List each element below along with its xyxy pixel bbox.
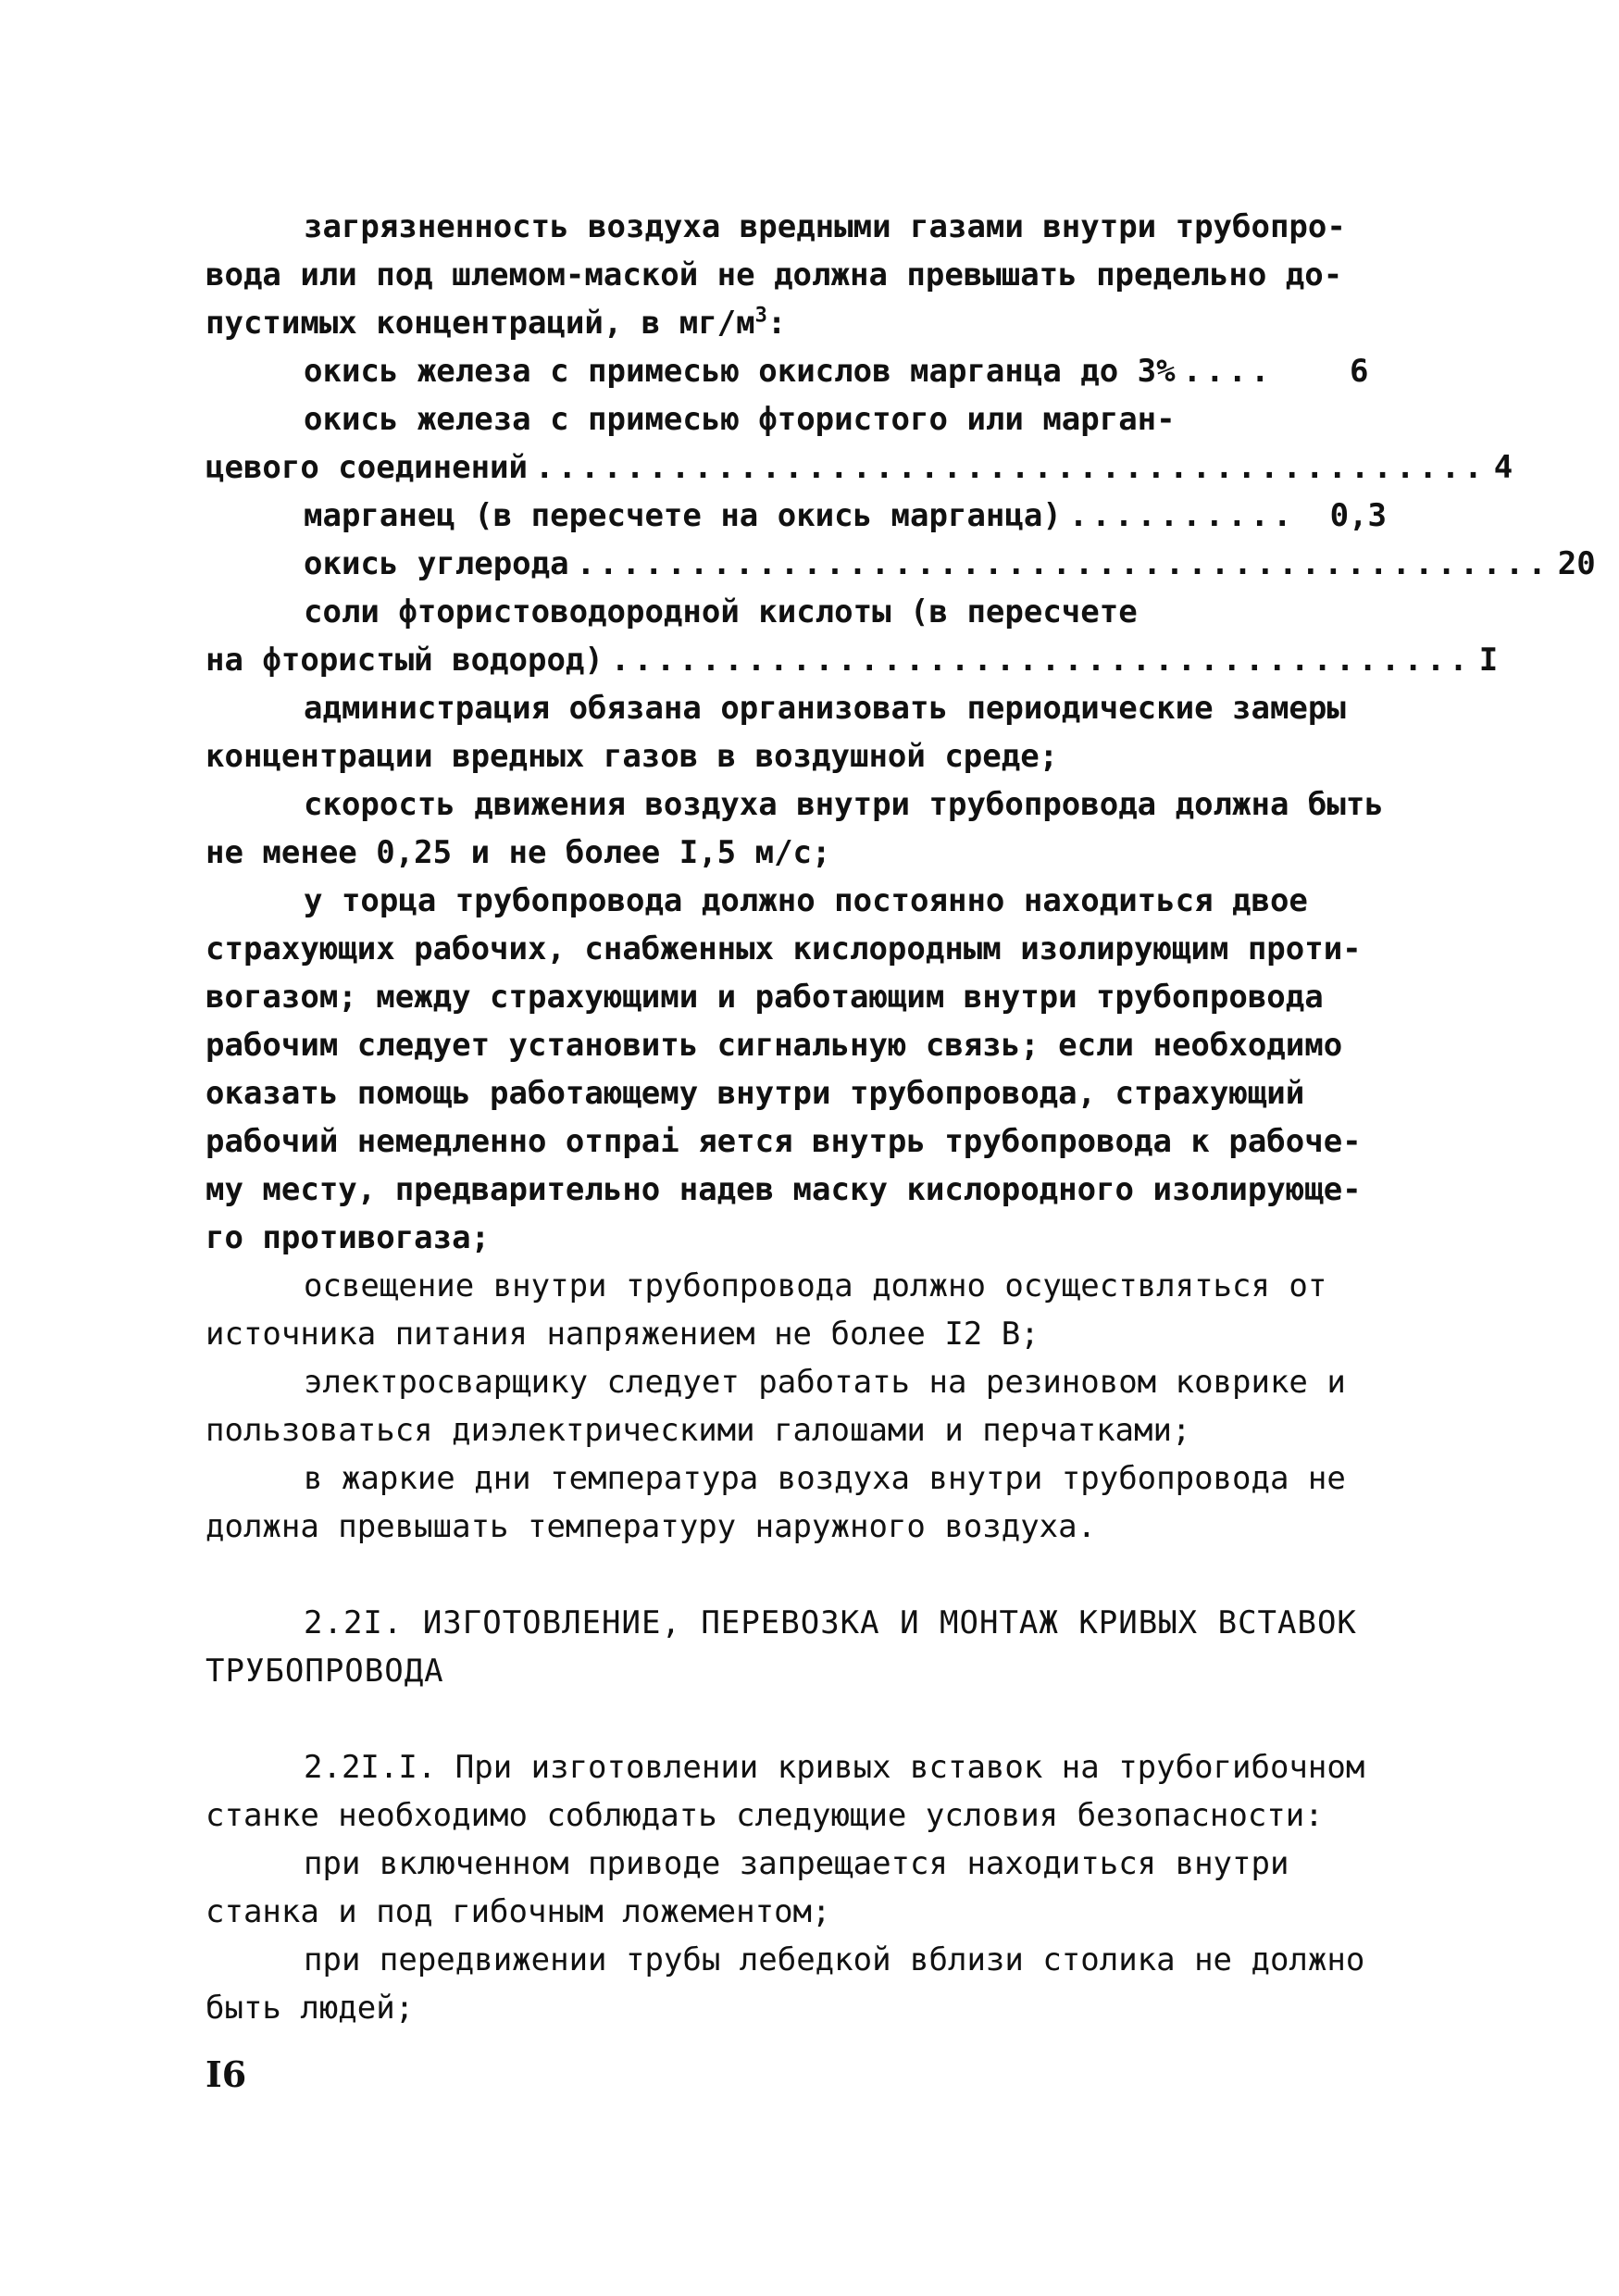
leader-dots: ........................................... xyxy=(576,545,1551,582)
section-heading: 2.2I. ИЗГОТОВЛЕНИЕ, ПЕРЕВОЗКА И МОНТАЖ КРИВЫХ ВСТАВОК xyxy=(304,1604,1357,1641)
item-value: 0,3 xyxy=(1329,497,1387,534)
item-value: 20 xyxy=(1557,545,1596,582)
text-line: вода или под шлемом-маской не должна превышать предельно до- xyxy=(205,256,1343,293)
text-line: администрация обязана организовать периодические замеры xyxy=(304,690,1346,727)
list-item: окись железа с примесью фтористого или марган- xyxy=(304,401,1176,438)
text-line: рабочим следует установить сигнальную связь; если необходимо xyxy=(205,1027,1343,1064)
text-line: при включенном приводе запрещается находиться внутри xyxy=(304,1845,1289,1882)
item-label: окись углерода xyxy=(304,545,569,582)
text-line: рабочий немедленно отпраі яется внутрь трубопровода к рабоче- xyxy=(205,1123,1362,1160)
text-line: страхующих рабочих, снабженных кислородным изолирующим проти- xyxy=(205,930,1362,967)
text-line: не менее 0,25 и не более I,5 м/с; xyxy=(205,834,831,871)
text-span: пустимых концентраций, в мг/м xyxy=(205,305,755,342)
list-item xyxy=(304,541,1596,587)
text-line xyxy=(205,300,786,346)
item-label: цевого соединений xyxy=(205,449,528,486)
text-line: должна превышать температуру наружного воздуха. xyxy=(205,1508,1097,1545)
list-item: соли фтористоводородной кислоты (в пересчете xyxy=(304,593,1138,630)
text-line: скорость движения воздуха внутри трубопровода должна быть xyxy=(304,786,1384,823)
text-line: электросварщику следует работать на резиновом коврике и xyxy=(304,1364,1346,1401)
list-item xyxy=(304,348,1387,394)
text-line: концентрации вредных газов в воздушной среде; xyxy=(205,738,1059,775)
text-line: источника питания напряжением не более I2 В; xyxy=(205,1316,1040,1353)
page-number: I6 xyxy=(205,2053,247,2095)
leader-dots: .... xyxy=(1182,353,1274,390)
list-item xyxy=(205,637,1499,683)
superscript: 3 xyxy=(754,304,767,328)
list-item xyxy=(205,444,1513,491)
item-value: 6 xyxy=(1350,353,1369,390)
text-line: у торца трубопровода должно постоянно находиться двое xyxy=(304,882,1308,919)
text-line: го противогаза; xyxy=(205,1219,491,1256)
text-line: освещение внутри трубопровода должно осуществляться от xyxy=(304,1267,1327,1304)
text-line: при передвижении трубы лебедкой вблизи столика не должно xyxy=(304,1941,1365,1978)
text-line: быть людей; xyxy=(205,1990,415,2027)
item-label: марганец (в пересчете на окись марганца) xyxy=(304,497,1062,534)
leader-dots: ...................................... xyxy=(610,642,1472,679)
text-line: станка и под гибочным ложементом; xyxy=(205,1893,831,1930)
text-line: пользоваться диэлектрическими галошами и перчатками; xyxy=(205,1412,1191,1449)
text-span: : xyxy=(766,305,787,342)
item-value: I xyxy=(1478,642,1499,679)
text-line: оказать помощь работающему внутри трубопровода, страхующий xyxy=(205,1075,1305,1112)
leader-dots: .......................................... xyxy=(535,449,1487,486)
text-line: му месту, предварительно надев маску кислородного изолирующе- xyxy=(205,1171,1362,1208)
item-label: на фтористый водород) xyxy=(205,642,604,679)
text-line: в жаркие дни температура воздуха внутри трубопровода не xyxy=(304,1460,1346,1497)
text-line: 2.2I.I. При изготовлении кривых вставок на трубогибочном xyxy=(304,1749,1365,1786)
item-value: 4 xyxy=(1493,449,1513,486)
text-line: вогазом; между страхующими и работающим внутри трубопровода xyxy=(205,979,1324,1016)
text-line: загрязненность воздуха вредными газами внутри трубопро- xyxy=(304,208,1346,245)
leader-dots: .......... xyxy=(1068,497,1296,534)
item-label: окись железа с примесью окислов марганца до 3% xyxy=(304,353,1176,390)
text-line: станке необходимо соблюдать следующие условия безопасности: xyxy=(205,1797,1324,1834)
list-item xyxy=(304,493,1387,539)
section-heading: ТРУБОПРОВОДА xyxy=(205,1653,444,1690)
